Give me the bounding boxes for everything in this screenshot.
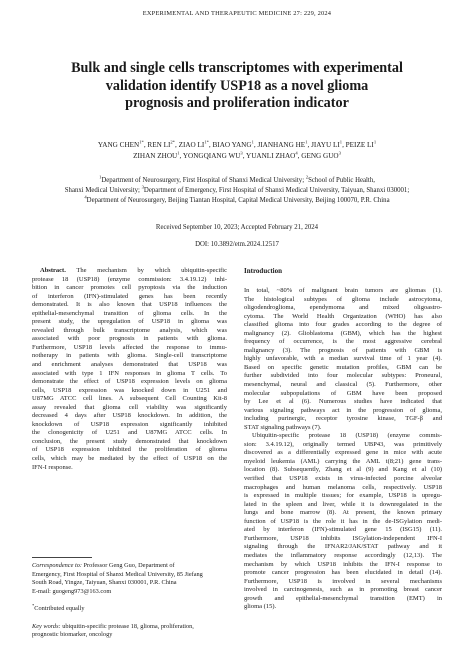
introduction-paragraph bbox=[244, 432, 442, 611]
running-head: EXPERIMENTAL AND THERAPEUTIC MEDICINE 27: 229, 2024 bbox=[142, 10, 332, 17]
introduction-line: macrophages and human melanoma cells, respectively. USP18 bbox=[244, 483, 442, 491]
abstract-line: revealed through bulk transcriptome analysis, which was bbox=[32, 326, 227, 334]
introduction-line: glioma (15). bbox=[244, 603, 277, 611]
author-affiliation-marker: 1 bbox=[305, 139, 308, 145]
introduction-line: is expressed in multiple tissues; for example, USP18 is upregu- bbox=[244, 492, 442, 500]
introduction-line: myeloid leukemia (AML) carrying the AML t(8;21) gene trans- bbox=[244, 457, 442, 465]
affiliation-line bbox=[24, 176, 450, 186]
introduction-line: various signaling pathways act in the progression of glioma, bbox=[244, 406, 442, 414]
author-name: REN LI bbox=[147, 141, 171, 149]
author-affiliation-marker: 4 bbox=[295, 150, 298, 156]
correspondence-line: South Road, Yingze, Taiyuan, Shanxi 030001, P.R. China bbox=[32, 579, 177, 586]
received-accepted-dates: Received September 10, 2023; Accepted February 21, 2024 bbox=[155, 224, 319, 231]
introduction-line: involved in carcinogenesis, such as in promoting breast cancer bbox=[244, 586, 442, 594]
author-affiliation-marker: 1* bbox=[139, 139, 144, 145]
contributed-note bbox=[32, 602, 227, 614]
author-affiliation-marker: 2* bbox=[170, 139, 175, 145]
correspondence-line: Emergency, First Hospital of Shanxi Medical University, 85 Jiefang bbox=[32, 570, 203, 578]
introduction-line: verified that USP18 exists in virus-infected porcine alveolar bbox=[244, 475, 442, 483]
affiliation-line bbox=[24, 186, 450, 196]
author-name: JIAYU LI bbox=[311, 141, 340, 149]
abstract-line: and enrichment analyses demonstrated that USP18 was bbox=[32, 361, 227, 369]
introduction-line: STAT signaling pathways (7). bbox=[244, 423, 322, 431]
contributed-text: Contributed equally bbox=[34, 605, 85, 612]
title-line: Bulk and single cells transcriptomes with experimental bbox=[71, 60, 403, 76]
abstract-line: the clonogenicity of U251 and U87MG ATCC cells. In bbox=[32, 429, 227, 437]
affiliation-text: Shanxi Medical University; bbox=[64, 187, 142, 194]
introduction-line: Based on specific genetic mutation profiles, GBM can be bbox=[244, 363, 442, 371]
abstract-line: associated with type 1 IFN responses in glioma T cells. To bbox=[32, 369, 227, 377]
introduction-line: oligodendroglioma, ependymoma and mixed oligoastro- bbox=[244, 304, 442, 312]
author-list bbox=[40, 140, 434, 162]
affiliations bbox=[24, 176, 450, 206]
author-name: BIAO YANG bbox=[212, 141, 252, 149]
introduction-line: ated by interferon (IFN)-stimulated gene 15 (ISG15) (11). bbox=[244, 526, 442, 534]
abstract-line: Furthermore, USP18 levels affected the response to immu- bbox=[32, 343, 227, 351]
keywords-label: Key words: bbox=[32, 622, 61, 630]
abstract-column bbox=[32, 267, 227, 472]
author-name: ZIAO LI bbox=[178, 141, 205, 149]
affiliation-text: Department of Emergency, First Hospital of Shanxi Medical University, Taiyuan, Shanxi 030001; bbox=[143, 187, 410, 194]
author-name: YANG CHEN bbox=[97, 141, 140, 149]
abstract-line: U87MG ATCC cell lines. A subsequent Cell Counting Kit-8 bbox=[32, 395, 227, 403]
footnote-divider bbox=[32, 557, 92, 558]
author-affiliation-marker: 3 bbox=[338, 150, 341, 156]
introduction-line: location (8). Subsequently, Zhang et al (9) and Kang et al (10) bbox=[244, 466, 442, 474]
introduction-line: frequency of occurrence, is the most aggressive cerebral bbox=[244, 338, 442, 346]
affiliation-marker: 3 bbox=[141, 184, 144, 190]
abstract-line: of interferon (IFN)-stimulated genes has been recently bbox=[32, 292, 227, 300]
introduction-line: growth and epithelial-mesenchymal transition (EMT) in bbox=[244, 594, 442, 602]
author-affiliation-marker: 1 bbox=[339, 139, 343, 145]
introduction-line: further subdivided into four molecular subtypes: Proneural, bbox=[244, 372, 442, 380]
correspondence-label: Correspondence to: bbox=[32, 562, 82, 569]
author-name: ZIHAN ZHOU bbox=[133, 152, 178, 160]
abstract-line: present study, the upregulation of USP18 in glioma was bbox=[32, 318, 227, 326]
introduction-line: malignancy (3). The prognosis of patients with GBM is bbox=[244, 346, 442, 354]
introduction-line: Furthermore, USP18 is involved in several mechanisms bbox=[244, 577, 442, 585]
abstract-line: cells, which may be mediated by the effect of USP18 on the bbox=[32, 455, 227, 463]
affiliation-line bbox=[24, 196, 450, 206]
affiliation-text: Department of Neurosurgery, Beijing Tiantan Hospital, Capital Medical University, Beijing 100070, P.R. China bbox=[86, 197, 390, 204]
affiliation-marker: 4 bbox=[84, 194, 87, 200]
introduction-line: sion: 3.4.19.12), originally termed UBP43, was primitively bbox=[244, 440, 442, 448]
abstract-line: associated with poor prognosis in patients with glioma. bbox=[32, 335, 227, 343]
contributed-marker: * bbox=[32, 602, 35, 608]
affiliation-marker: 2 bbox=[305, 174, 309, 180]
introduction-line: lungs and bone marrow (8). At present, the known primary bbox=[244, 509, 442, 517]
doi-link[interactable]: DOI: 10.3892/etm.2024.12517 bbox=[195, 241, 279, 248]
abstract-line: bition in cancer promotes cell pyroptosis via the induction bbox=[32, 284, 227, 292]
author-affiliation-marker: 1 bbox=[373, 139, 377, 145]
abstract-label: Abstract. bbox=[40, 267, 66, 274]
introduction-paragraph bbox=[244, 287, 442, 432]
introduction-line: mediates the inflammatory response accordingly (12,13). The bbox=[244, 551, 442, 559]
footnotes bbox=[32, 562, 227, 640]
affiliation-text: School of Public Health, bbox=[308, 177, 375, 184]
author-name: PEIZE LI bbox=[345, 141, 374, 149]
introduction-line: Ubiquitin-specific protease 18 (USP18) (enzyme commis- bbox=[252, 432, 442, 440]
abstract-line: knockdown of USP18 expression significantly inhibited bbox=[32, 420, 227, 428]
abstract-line: of USP18 expression inhibited the proliferation of glioma bbox=[32, 446, 227, 454]
keywords-line: prognostic biomarker, oncology bbox=[32, 631, 113, 638]
author-name: GENG GUO bbox=[301, 152, 339, 160]
abstract-line: protease 18 (USP18) (enzyme commission: 3.4.19.12) inhi- bbox=[32, 275, 227, 283]
abstract-line: Abstract. The mechanism by which ubiquitin-specific bbox=[40, 267, 227, 274]
author-affiliation-marker: 1 bbox=[251, 139, 254, 145]
introduction-line: signaling through the IFNAR2/JAK/STAT pathway and it bbox=[244, 543, 442, 551]
introduction-line: function of USP18 is the role it has in the de-ISGylation medi- bbox=[244, 517, 442, 525]
introduction-line: Furthermore, USP18 inhibits ISGylation-independent IFN-I bbox=[244, 534, 442, 542]
abstract-line: IFN-I response. bbox=[32, 463, 73, 471]
introduction-line: classified glioma into four grades according to the degree of bbox=[244, 321, 442, 329]
introduction-line: cytoma. The World Health Organization (WHO) has also bbox=[244, 312, 442, 320]
abstract-line: epithelial-mesenchymal transition of glioma cells. In the bbox=[32, 309, 227, 317]
abstract-line: assay revealed that glioma cell viability was significantly bbox=[32, 403, 227, 411]
introduction-line: mechanism by which USP18 inhibits the IFN-I response to bbox=[244, 560, 442, 568]
introduction-line: molecular subpopulations of GBM have been proposed bbox=[244, 389, 442, 397]
author-line: ZIHAN ZHOU$^1$, YONGQIANG $WU^3$, YUANLI ZHAO$^4$, GENG GUO$^3$ bbox=[133, 150, 341, 160]
introduction-line: mesenchymal, neural and classical (5). Furthermore, other bbox=[244, 381, 442, 389]
abstract-line: demonstrated. It is also known that USP18 influences the bbox=[32, 301, 227, 309]
introduction-line: In total, ~80% of malignant brain tumors are gliomas (1). bbox=[244, 287, 442, 294]
introduction-line: The histological subtypes of glioma include astrocytoma, bbox=[244, 295, 442, 303]
author-name: YUANLI ZHAO bbox=[246, 152, 296, 160]
abstract-line: conclusion, the present study demonstrated that knockdown bbox=[32, 437, 227, 445]
introduction-line: including purinergic, receptor tyrosine kinase, TGF-β and bbox=[244, 415, 442, 423]
introduction-line: malignancy (2). Glioblastoma (GBM), which has the highest bbox=[244, 329, 442, 337]
introduction-column bbox=[244, 267, 442, 612]
abstract-line: decreased 4 days after USP18 knockdown. In addition, the bbox=[32, 412, 227, 420]
introduction-line: promote cancer progression has been elucidated in detail (14). bbox=[244, 569, 442, 577]
abstract-line: cells, USP18 expression was knocked down in U251 and bbox=[32, 386, 227, 394]
introduction-line: lated in the spleen and liver, while it is downregulated in the bbox=[244, 500, 442, 508]
keywords bbox=[32, 623, 227, 640]
correspondence-line: E-mail: guogeng973@163.com bbox=[32, 587, 112, 595]
author-name: JIANHANG HE bbox=[257, 141, 306, 149]
section-heading-introduction: Introduction bbox=[244, 267, 282, 275]
author-affiliation-marker: 3 bbox=[240, 150, 243, 156]
introduction-line: highly unfavorable, with a median survival time of 1 year (4). bbox=[244, 355, 442, 363]
abstract-line: notherapy in patients with glioma. Single-cell transcriptome bbox=[32, 352, 227, 360]
introduction-line: by Lee et al (6). Numerous studies have indicated that bbox=[244, 398, 442, 406]
author-affiliation-marker: 1* bbox=[204, 139, 209, 145]
introduction-line: discovered as a differentially expressed gene in mice with acute bbox=[244, 449, 442, 457]
title-line: validation identify USP18 as a novel glioma bbox=[105, 77, 369, 94]
correspondence-line: Correspondence to: Professor Geng Guo, Department of bbox=[32, 562, 175, 569]
abstract-line: demonstrate the effect of USP18 expression levels on glioma bbox=[32, 378, 227, 386]
title-line: prognosis and proliferation indicator bbox=[125, 95, 349, 112]
affiliation-text: Department of Neurosurgery, First Hospital of Shanxi Medical University; bbox=[101, 177, 306, 184]
author-affiliation-marker: 1 bbox=[177, 150, 180, 156]
author-name: YONGQIANG WU bbox=[182, 152, 241, 160]
affiliation-marker: 1 bbox=[99, 174, 102, 180]
keywords-line: Key words: ubiquitin-specific protease 18, glioma, proliferation, bbox=[32, 622, 194, 630]
paper-title bbox=[30, 60, 444, 113]
author-line: YANG $CHEN^{1*}$, REN $LI^{2*}$, ZIAO $LI^{1*}$, BIAO YANG$^1$, JIANHANG $HE^1$, JIAYU $LI^1$, PEIZE $LI^1$ bbox=[97, 139, 377, 149]
correspondence bbox=[32, 562, 227, 596]
abstract bbox=[32, 267, 227, 472]
